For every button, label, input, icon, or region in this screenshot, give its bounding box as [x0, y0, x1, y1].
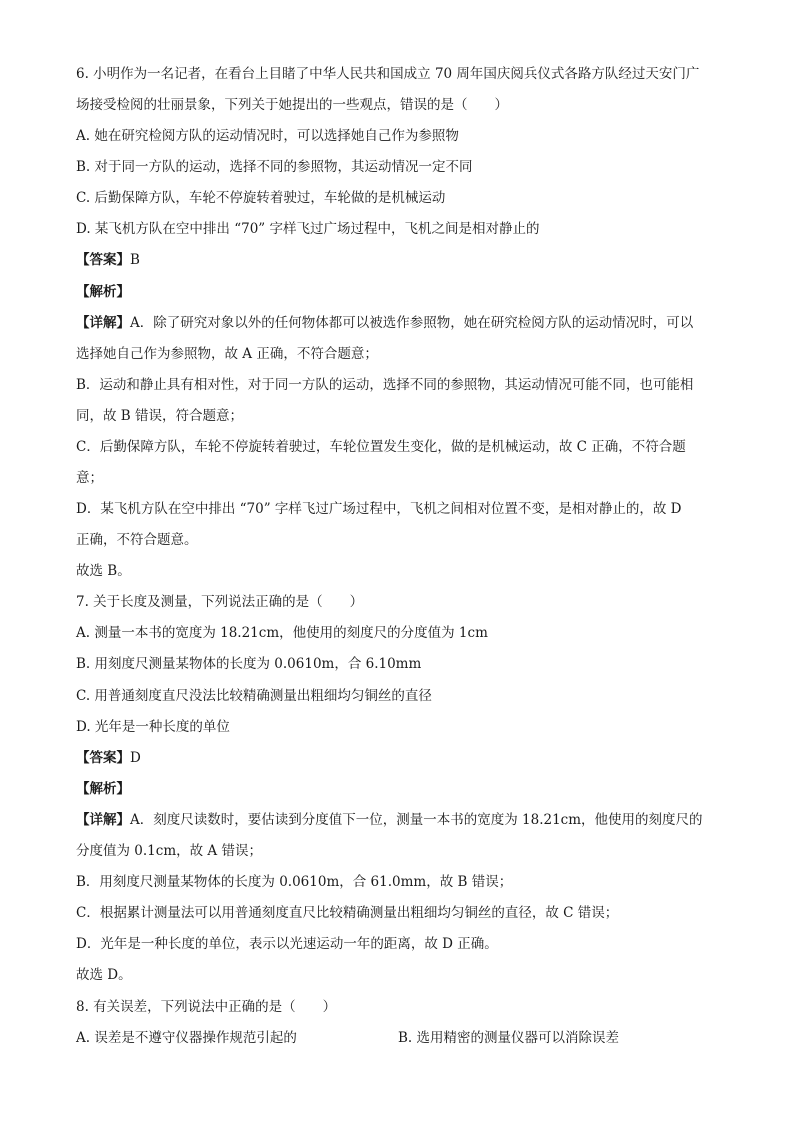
q6-detail-label: 【详解】 [76, 315, 130, 331]
q7-option-b: B. 用刻度尺测量某物体的长度为 0.0610m，合 6.10mm [76, 656, 422, 672]
q7-detail-a-text: A．刻度尺读数时，要估读到分度值下一位，测量一本书的宽度为 18.21cm，他使用的刻度尺的 [130, 812, 703, 828]
q6-detail-d-line1: D．某飞机方队在空中排出 “70” 字样飞过广场过程中，飞机之间相对位置不变，是相对静止的，故 D [76, 501, 682, 517]
q6-answer [76, 250, 140, 270]
q6-detail-a-line2: 选择她自己作为参照物，故 A 正确，不符合题意； [76, 346, 378, 362]
q6-stem-line1: 6. 小明作为一名记者，在看台上目睹了中华人民共和国成立 70 周年国庆阅兵仪式各路方队经过天安门广 [76, 66, 700, 82]
q6-detail-c-line2: 意； [76, 470, 103, 486]
q6-option-d: D. 某飞机方队在空中排出 “70” 字样飞过广场过程中，飞机之间是相对静止的 [76, 221, 540, 237]
q7-detail-c: C．根据累计测量法可以用普通刻度直尺比较精确测量出粗细均匀铜丝的直径，故 C 错误； [76, 905, 619, 921]
q6-option-a: A. 她在研究检阅方队的运动情况时，可以选择她自己作为参照物 [76, 128, 459, 144]
q7-option-a: A. 测量一本书的宽度为 18.21cm，他使用的刻度尺的分度值为 1cm [76, 625, 488, 641]
q6-answer-value: B [130, 252, 140, 268]
q6-detail-c-line1: C．后勤保障方队，车轮不停旋转着驶过，车轮位置发生变化，做的是机械运动，故 C 正确，不符合题 [76, 439, 686, 455]
q8-option-b: B. 选用精密的测量仪器可以消除误差 [398, 1030, 620, 1046]
q8-stem: 8. 有关误差，下列说法中正确的是（ ） [76, 999, 337, 1015]
q6-stem-line2: 场接受检阅的壮丽景象，下列关于她提出的一些观点，错误的是（ ） [76, 97, 508, 113]
q7-conclusion: 故选 D。 [76, 967, 132, 983]
q7-detail-a-line2: 分度值为 0.1cm，故 A 错误； [76, 843, 262, 859]
q6-option-c: C. 后勤保障方队，车轮不停旋转着驶过，车轮做的是机械运动 [76, 190, 446, 206]
q6-detail-a-line1 [76, 313, 693, 333]
q7-option-d: D. 光年是一种长度的单位 [76, 719, 230, 735]
q7-detail-b: B．用刻度尺测量某物体的长度为 0.0610m，合 61.0mm，故 B 错误； [76, 874, 513, 890]
q7-detail-a-line1 [76, 810, 703, 830]
q6-analysis-label: 【解析】 [76, 284, 130, 300]
q7-analysis-label: 【解析】 [76, 781, 130, 797]
q7-detail-label: 【详解】 [76, 812, 130, 828]
q7-answer-value: D [130, 750, 141, 766]
q7-answer [76, 748, 141, 768]
q6-answer-label: 【答案】 [76, 252, 130, 268]
q6-option-b: B. 对于同一方队的运动，选择不同的参照物，其运动情况一定不同 [76, 159, 473, 175]
q6-detail-b-line1: B．运动和静止具有相对性，对于同一方队的运动，选择不同的参照物，其运动情况可能不同，也可能相 [76, 377, 694, 393]
q6-detail-b-line2: 同，故 B 错误，符合题意； [76, 408, 244, 424]
q7-stem: 7. 关于长度及测量，下列说法正确的是（ ） [76, 594, 364, 610]
q7-detail-d: D．光年是一种长度的单位，表示以光速运动一年的距离，故 D 正确。 [76, 936, 498, 952]
q6-detail-d-line2: 正确，不符合题意。 [76, 532, 198, 548]
q8-option-a: A. 误差是不遵守仪器操作规范引起的 [76, 1030, 297, 1046]
q7-answer-label: 【答案】 [76, 750, 130, 766]
q7-option-c: C. 用普通刻度直尺没法比较精确测量出粗细均匀铜丝的直径 [76, 688, 432, 704]
q6-conclusion: 故选 B。 [76, 563, 131, 579]
q6-detail-a-text: A．除了研究对象以外的任何物体都可以被选作参照物，她在研究检阅方队的运动情况时，可以 [130, 315, 694, 331]
